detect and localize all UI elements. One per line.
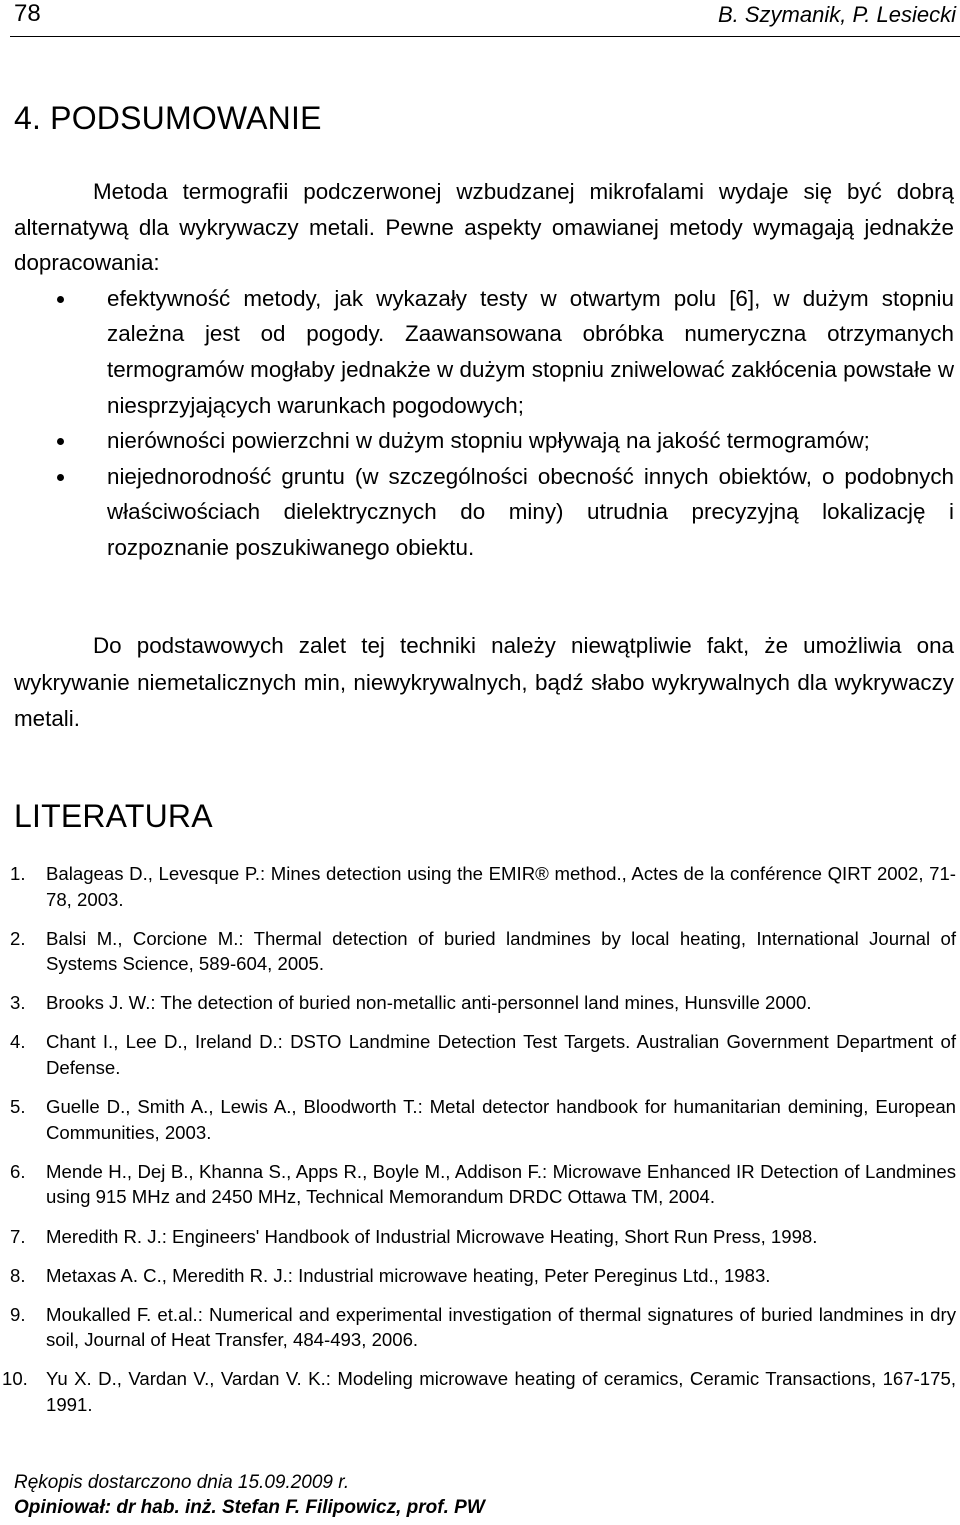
reference-text: Guelle D., Smith A., Lewis A., Bloodworth T.: Metal detector handbook for humanitarian demining, European Communities, 2003.: [46, 1096, 956, 1143]
reference-item: [0, 926, 956, 977]
reference-text: Mende H., Dej B., Khanna S., Apps R., Boyle M., Addison F.: Microwave Enhanced IR Detection of Landmines using 915 MHz and 2450 MHz, Technical Memorandum DRDC Ottawa TM, 2004.: [46, 1160, 956, 1208]
reference-text: Brooks J. W.: The detection of buried non-metallic anti-personnel land mines, Hunsville 2000.: [46, 992, 812, 1014]
reference-item: [0, 1094, 956, 1145]
bullet-text: niejednorodność gruntu (w szczególności obecność innych obiektów, o podobnych właściwościach dielektrycznych do miny) utrudnia precyzyjną lokalizację i rozpoznanie poszukiwanego obiektu.: [107, 463, 954, 560]
bullet-item: [14, 423, 954, 459]
reference-text: Metaxas A. C., Meredith R. J.: Industrial microwave heating, Peter Pereginus Ltd., 1983.: [46, 1264, 771, 1286]
bullet-item: [14, 281, 954, 423]
bullet-icon: [57, 438, 64, 445]
running-header: [0, 0, 960, 40]
reference-text: Chant I., Lee D., Ireland D.: DSTO Landmine Detection Test Targets. Australian Government Department of Defense.: [46, 1031, 956, 1079]
bullet-text: efektywność metody, jak wykazały testy w otwartym polu [6], w dużym stopniu zależna jest od pogody. Zaawansowana obróbka numeryczna otrzymanych termogramów mogłaby jednakże w dużym stopniu zniwelować zakłócenia powstałe w niesprzyjających warunkach pogodowych;: [107, 285, 954, 418]
summary-intro-paragraph: Metoda termografii podczerwonej wzbudzanej mikrofalami wydaje się być dobrą alternatywą dla wykrywaczy metali. Pewne aspekty omawianej metody wymagają jednakże dopracowania:: [14, 179, 954, 276]
manuscript-received-note: Rękopis dostarczono dnia 15.09.2009 r.: [14, 1472, 350, 1493]
reference-text: Meredith R. J.: Engineers' Handbook of Industrial Microwave Heating, Short Run Press, 1998.: [46, 1225, 818, 1247]
summary-bullet-list: [14, 281, 954, 566]
section-title-summary: 4. PODSUMOWANIE: [14, 100, 322, 136]
reference-number: 7.: [10, 1225, 26, 1247]
reference-text: Balsi M., Corcione M.: Thermal detection of buried landmines by local heating, International Journal of Systems Science, 589-604, 2005.: [46, 927, 956, 975]
reference-number: 5.: [10, 1096, 26, 1118]
reference-item: [0, 1159, 956, 1210]
reference-item: [0, 1366, 956, 1417]
reviewer-note: Opiniował: dr hab. inż. Stefan F. Filipowicz, prof. PW: [14, 1497, 485, 1518]
reference-item: [0, 1302, 956, 1353]
summary-closing-paragraph: Do podstawowych zalet tej techniki należy niewątpliwie fakt, że umożliwia ona wykrywanie niemetalicznych min, niewykrywalnych, bądź słabo wykrywalnych dla wykrywaczy metali.: [14, 633, 954, 731]
reference-number: 6.: [10, 1160, 26, 1182]
reference-item: [0, 1224, 956, 1250]
header-rule: [10, 36, 960, 37]
reference-text: Yu X. D., Vardan V., Vardan V. K.: Modeling microwave heating of ceramics, Ceramic Transactions, 167-175, 1991.: [46, 1368, 956, 1415]
bullet-item: [14, 459, 954, 566]
reference-number: 8.: [10, 1264, 26, 1286]
reference-number: 4.: [10, 1031, 26, 1053]
reference-item: [0, 990, 956, 1016]
bullet-icon: [57, 296, 64, 303]
reference-item: [0, 1029, 956, 1080]
reference-text: Moukalled F. et.al.: Numerical and experimental investigation of thermal signatures of buried landmines in dry soil, Journal of Heat Transfer, 484-493, 2006.: [46, 1303, 956, 1351]
bullet-text: nierówności powierzchni w dużym stopniu wpływają na jakość termogramów;: [107, 428, 870, 454]
reference-number: 10.: [2, 1368, 28, 1390]
reference-number: 2.: [10, 927, 26, 949]
page-number: 78: [14, 0, 41, 27]
reference-item: [0, 861, 956, 912]
bullet-icon: [57, 474, 64, 481]
summary-body: [14, 174, 954, 566]
section-title-literature: LITERATURA: [14, 798, 213, 834]
reference-list: [0, 861, 956, 1431]
header-authors: B. Szymanik, P. Lesiecki: [717, 2, 956, 27]
reference-number: 3.: [10, 992, 26, 1014]
reference-item: [0, 1263, 956, 1289]
reference-number: 1.: [10, 863, 26, 884]
reference-text: Balageas D., Levesque P.: Mines detection using the EMIR® method., Actes de la conférence QIRT 2002, 71-78, 2003.: [46, 863, 956, 910]
reference-number: 9.: [10, 1303, 26, 1325]
